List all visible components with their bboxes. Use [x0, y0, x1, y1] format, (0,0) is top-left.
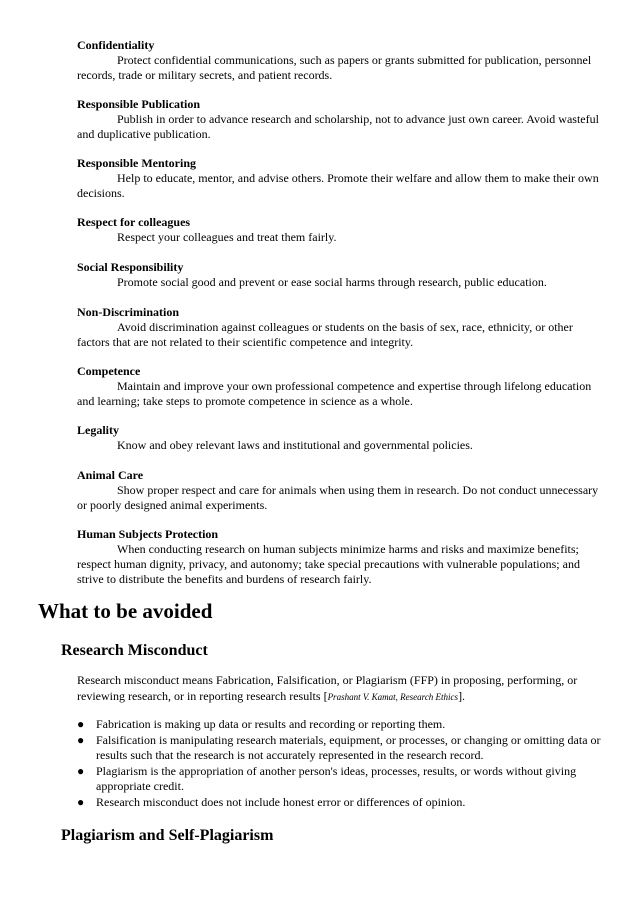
principle-text: Respect your colleagues and treat them fairly. [117, 230, 337, 244]
research-misconduct-heading: Research Misconduct [61, 642, 208, 659]
bullet-icon: ● [77, 733, 85, 747]
citation: Prashant V. Kamat, Research Ethics [327, 692, 459, 702]
plagiarism-heading: Plagiarism and Self-Plagiarism [61, 827, 274, 844]
list-item-text: Plagiarism is the appropriation of another person's ideas, processes, results, or words without giving appropriate credit. [96, 764, 577, 793]
bullet-icon: ● [77, 795, 85, 809]
principle-text: When conducting research on human subjects minimize harms and risks and maximize benefits; respect human dignity, privacy, and autonomy; take special precautions with vulnerable populations; and strive to distribute the benefits and burdens of research fairly. [77, 542, 580, 586]
principle-text: Protect confidential communications, such as papers or grants submitted for publication, personnel records, trade or military secrets, and patient records. [77, 53, 592, 82]
principle-social-responsibility [77, 260, 607, 290]
bullet-icon: ● [77, 717, 85, 731]
principle-text: Avoid discrimination against colleagues or students on the basis of sex, race, ethnicity, or other factors that are not related to their scientific competence and integrity. [77, 320, 573, 349]
principle-text: Show proper respect and care for animals when using them in research. Do not conduct unnecessary or poorly designed animal experiments. [77, 483, 599, 512]
principle-title: Non-Discrimination [77, 305, 179, 319]
principle-text: Promote social good and prevent or ease social harms through research, public education. [117, 275, 547, 289]
principle-title: Respect for colleagues [77, 215, 191, 229]
list-item [77, 764, 607, 794]
principle-respect-for-colleagues [77, 215, 607, 245]
list-item [77, 795, 607, 810]
principle-responsible-publication [77, 97, 607, 142]
principle-responsible-mentoring [77, 156, 607, 201]
principle-animal-care [77, 468, 607, 513]
principle-title: Confidentiality [77, 38, 155, 52]
principle-title: Social Responsibility [77, 260, 184, 274]
principle-text: Help to educate, mentor, and advise others. Promote their welfare and allow them to make their own decisions. [77, 171, 599, 200]
section-heading: What to be avoided [38, 599, 213, 623]
misconduct-paragraph-end: ]. [458, 689, 466, 703]
list-item [77, 733, 607, 763]
principle-legality [77, 423, 607, 453]
list-item-text: Research misconduct does not include honest error or differences of opinion. [96, 795, 466, 809]
list-item-text: Fabrication is making up data or results and recording or reporting them. [96, 717, 446, 731]
principle-human-subjects-protection [77, 527, 607, 587]
principle-text: Maintain and improve your own professional competence and expertise through lifelong education and learning; take steps to promote competence in science as a whole. [77, 379, 592, 408]
misconduct-paragraph-start: Research misconduct means Fabrication, Falsification, or Plagiarism (FFP) in proposing, performing, or reviewing research, or in reporting research results [ [77, 673, 578, 703]
principle-title: Competence [77, 364, 141, 378]
list-item-text: Falsification is manipulating research materials, equipment, or processes, or changing or omitting data or results such that the research is not accurately represented in the research record. [96, 733, 601, 762]
misconduct-paragraph [77, 672, 607, 705]
misconduct-bullet-list [77, 717, 607, 811]
principle-title: Responsible Publication [77, 97, 201, 111]
principle-title: Human Subjects Protection [77, 527, 219, 541]
principle-title: Legality [77, 423, 119, 437]
principle-competence [77, 364, 607, 409]
principle-title: Responsible Mentoring [77, 156, 197, 170]
list-item [77, 717, 607, 732]
principle-confidentiality [77, 38, 607, 83]
principle-text: Know and obey relevant laws and institutional and governmental policies. [117, 438, 473, 452]
bullet-icon: ● [77, 764, 85, 778]
principle-non-discrimination [77, 305, 607, 350]
principle-title: Animal Care [77, 468, 144, 482]
principle-text: Publish in order to advance research and scholarship, not to advance just own career. Avoid wasteful and duplicative publication. [77, 112, 599, 141]
